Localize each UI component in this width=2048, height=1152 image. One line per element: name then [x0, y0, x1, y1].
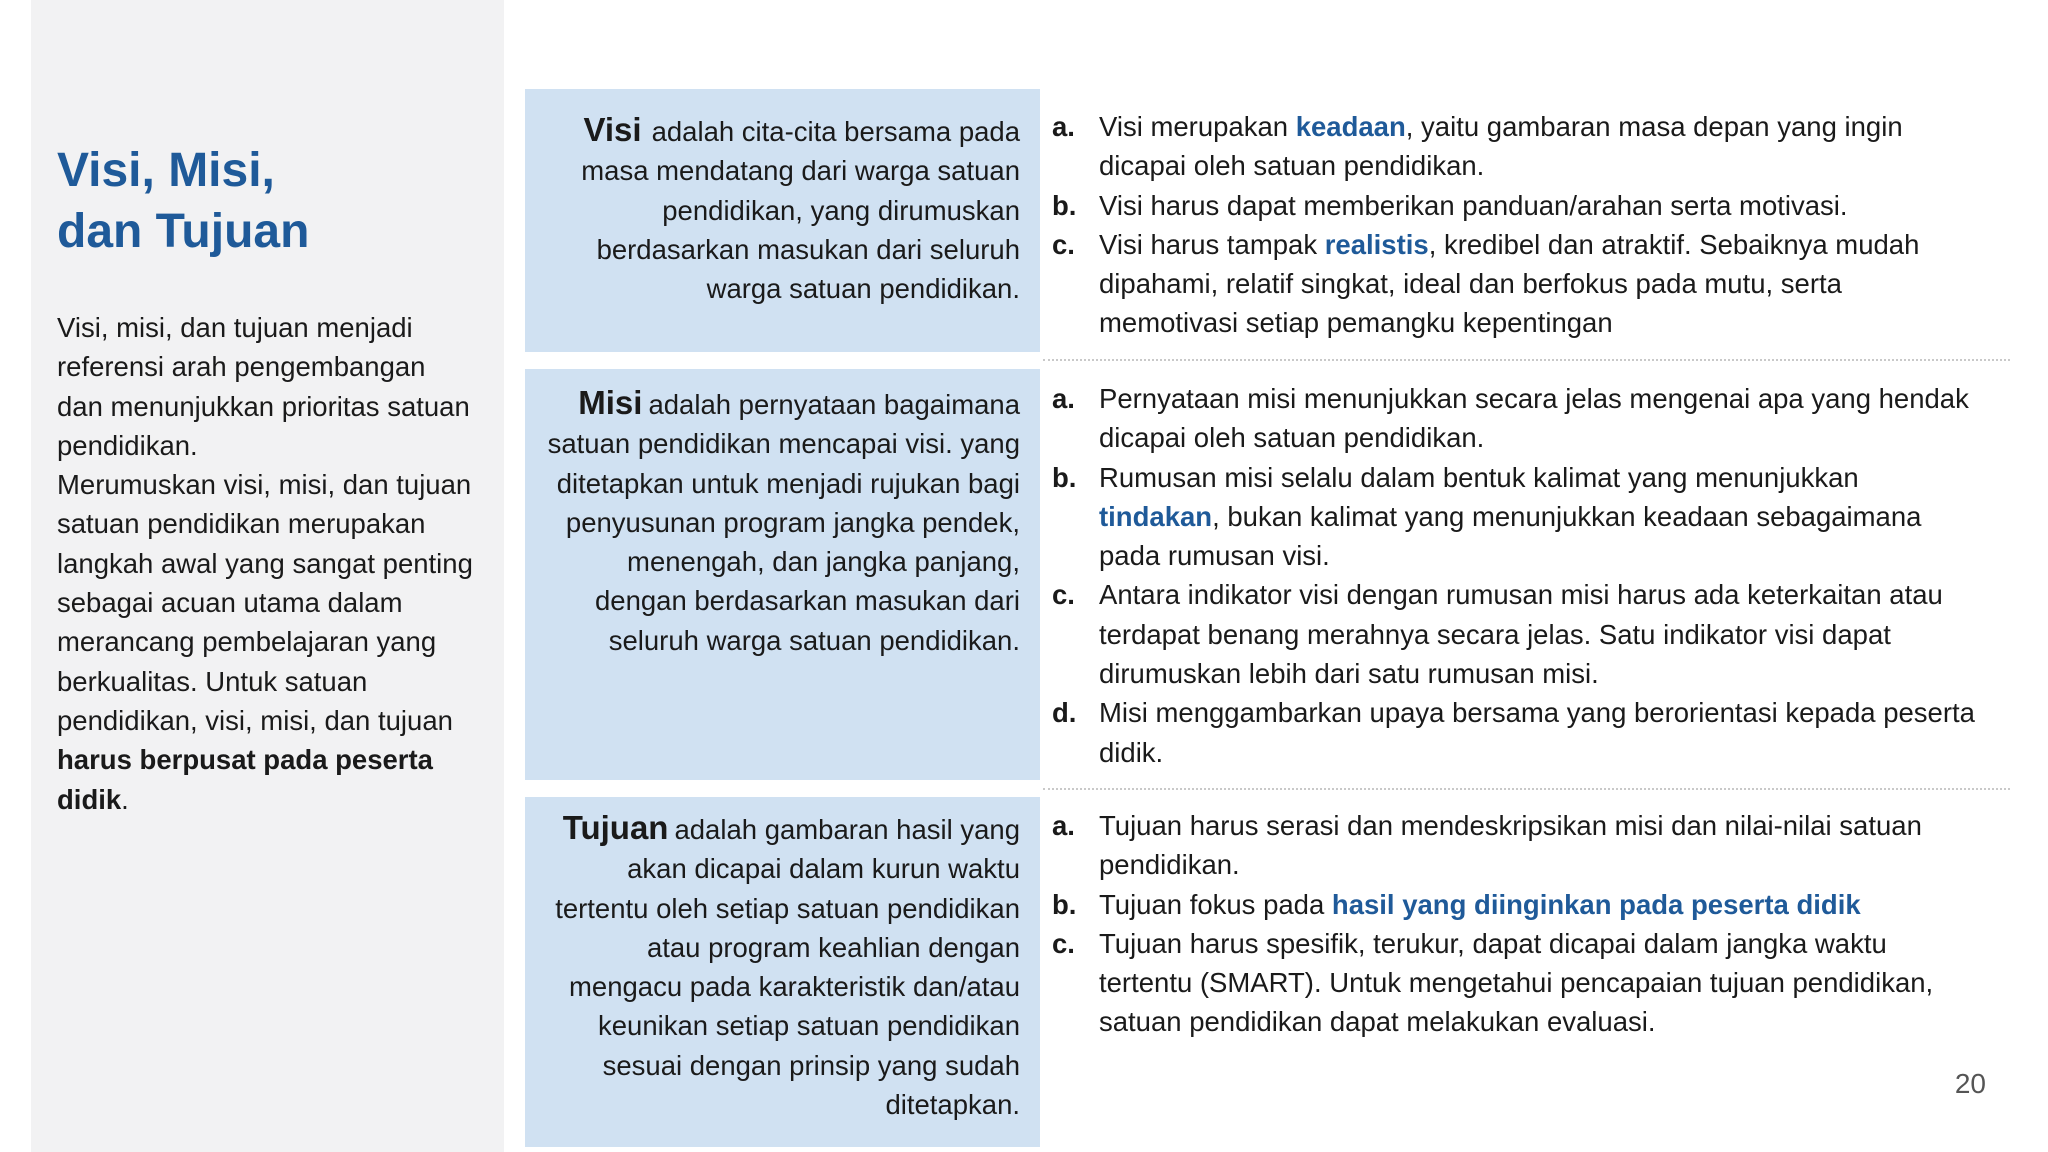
item-text: Visi merupakan: [1099, 111, 1296, 142]
item-text: Visi harus dapat memberikan panduan/arahan serta motivasi.: [1099, 189, 1848, 221]
item-text: Antara indikator visi dengan rumusan misi harus ada keterkaitan atau terdapat benang merahnya secara jelas. Satu indikator visi dapat dirumuskan lebih dari satu rumusan misi.: [1099, 579, 1943, 690]
list-letter: c.: [1052, 579, 1075, 611]
tujuan-definition: adalah gambaran hasil yang akan dicapai dalam kurun waktu tertentu oleh setiap satuan pendidikan atau program keahlian dengan mengacu pada karakteristik dan/atau keunikan setiap satuan pendidikan sesuai dengan prinsip yang sudah ditetapkan.: [555, 814, 1020, 1121]
item-highlight: tindakan: [1099, 500, 1213, 532]
list-item: [1052, 225, 1982, 343]
misi-definition: adalah pernyataan bagaimana satuan pendidikan mencapai visi. yang ditetapkan untuk menjadi rujukan bagi penyusunan program jangka pendek, menengah, dan jangka panjang, dengan berdasarkan masukan dari seluruh warga satuan pendidikan.: [547, 389, 1020, 656]
list-item: [1052, 885, 1982, 924]
list-item: [1052, 458, 1982, 576]
title-line-1: Visi, Misi,: [57, 144, 275, 197]
visi-term: Visi: [583, 111, 642, 148]
intro-bold: harus berpusat pada peserta didik: [57, 744, 433, 815]
intro-end: .: [121, 783, 129, 815]
list-letter: b.: [1052, 461, 1077, 493]
intro-paragraph-2-text: Merumuskan visi, misi, dan tujuan satuan pendidikan merupakan langkah awal yang sangat penting sebagai acuan utama dalam merancang pembelajaran yang berkualitas. Untuk satuan pendidikan, visi, misi, dan tujuan: [57, 469, 473, 736]
intro-text: [57, 308, 477, 819]
tujuan-term: Tujuan: [562, 809, 669, 846]
page-number: 20: [1954, 1068, 1986, 1099]
visi-list: [1052, 107, 1982, 343]
list-item: [1052, 924, 1982, 1042]
item-highlight: keadaan: [1295, 111, 1406, 142]
list-letter: c.: [1052, 927, 1075, 959]
list-letter: b.: [1052, 189, 1077, 221]
list-letter: a.: [1052, 111, 1075, 142]
item-highlight: realistis: [1324, 228, 1429, 260]
tujuan-list: [1052, 806, 1982, 1042]
intro-paragraph-2: [57, 465, 477, 819]
tujuan-definition-box: [525, 797, 1040, 1147]
item-text: Misi menggambarkan upaya bersama yang berorientasi kepada peserta didik.: [1099, 697, 1975, 768]
title-line-2: dan Tujuan: [57, 205, 310, 258]
section-divider: [1043, 788, 2010, 790]
list-item: [1052, 806, 1982, 885]
list-item: [1052, 107, 1982, 186]
item-text: Rumusan misi selalu dalam bentuk kalimat yang menunjukkan: [1099, 461, 1859, 493]
item-text: Pernyataan misi menunjukkan secara jelas mengenai apa yang hendak dicapai oleh satuan pendidikan.: [1099, 383, 1969, 454]
item-text: Tujuan harus serasi dan mendeskripsikan misi dan nilai-nilai satuan pendidikan.: [1099, 810, 1922, 881]
list-item: [1052, 186, 1982, 225]
list-letter: a.: [1052, 383, 1075, 414]
list-letter: a.: [1052, 810, 1075, 841]
item-text-post: , yaitu gambaran masa depan yang ingin dicapai oleh satuan pendidikan.: [1099, 111, 1903, 182]
list-letter: d.: [1052, 697, 1077, 729]
misi-definition-box: [525, 369, 1040, 780]
item-text-post: , bukan kalimat yang menunjukkan keadaan sebagaimana pada rumusan visi.: [1099, 500, 1922, 572]
section-divider: [1043, 359, 2010, 361]
item-highlight: hasil yang diinginkan pada peserta didik: [1331, 888, 1861, 920]
visi-definition: adalah cita-cita bersama pada masa mendatang dari warga satuan pendidikan, yang dirumuskan berdasarkan masukan dari seluruh warga satuan pendidikan.: [581, 116, 1020, 305]
list-item: [1052, 575, 1982, 693]
item-text: Tujuan harus spesifik, terukur, dapat dicapai dalam jangka waktu tertentu (SMART). Untuk mengetahui pencapaian tujuan pendidikan, satuan pendidikan dapat melakukan evaluasi.: [1099, 927, 1934, 1038]
misi-term: Misi: [578, 384, 643, 421]
list-letter: c.: [1052, 228, 1075, 260]
page-title: [57, 140, 497, 262]
visi-definition-box: [525, 89, 1040, 352]
item-text: Tujuan fokus pada: [1099, 888, 1332, 920]
list-item: [1052, 693, 1982, 772]
intro-paragraph-1: Visi, misi, dan tujuan menjadi referensi arah pengembangan dan menunjukkan prioritas satuan pendidikan.: [57, 312, 470, 461]
item-text-post: , kredibel dan atraktif. Sebaiknya mudah dipahami, relatif singkat, ideal dan berfokus pada mutu, serta memotivasi setiap pemangku kepentingan: [1099, 228, 1920, 339]
misi-list: [1052, 379, 1982, 772]
item-text: Visi harus tampak: [1099, 228, 1325, 260]
list-letter: b.: [1052, 888, 1077, 920]
list-item: [1052, 379, 1982, 458]
